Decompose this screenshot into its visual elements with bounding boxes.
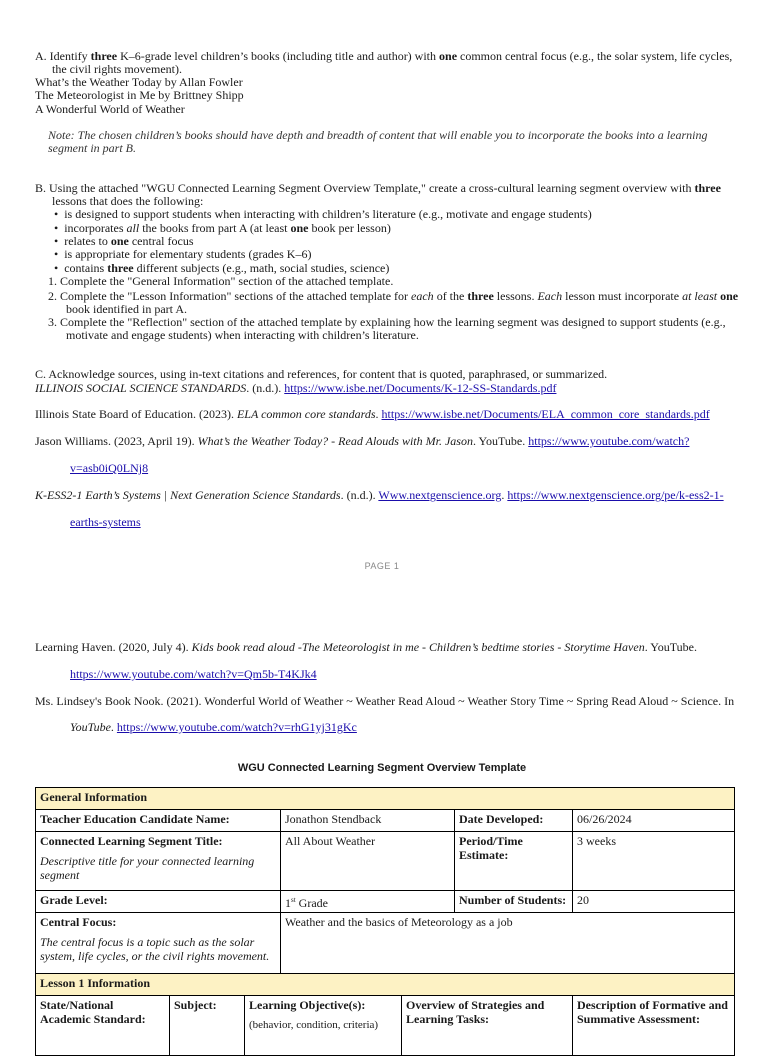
reference-item <box>35 434 689 448</box>
central-focus-cell <box>36 913 281 974</box>
segment-title-cell <box>36 832 281 891</box>
step-item <box>48 289 738 303</box>
text: is appropriate for elementary students (grades K–6) <box>64 247 312 261</box>
text: Illinois State Board of Education. (2023). <box>35 407 237 421</box>
step-item-cont: book identified in part A. <box>66 302 187 316</box>
text: common central focus (e.g., the solar system, life cycles, <box>457 49 733 63</box>
general-info-header: General Information <box>36 788 735 810</box>
note-line2: segment in part B. <box>48 141 136 155</box>
text: relates to <box>64 234 111 248</box>
italic-text: ELA common core standards <box>236 407 376 421</box>
section-a-line1 <box>35 49 732 63</box>
reference-link[interactable]: v=asb0iQ0LNj8 <box>70 461 149 475</box>
focus-label: Central Focus: <box>40 915 117 929</box>
focus-value: Weather and the basics of Meteorology as a job <box>281 913 735 974</box>
text: incorporates <box>64 221 127 235</box>
step-item-cont: motivate and engage students) when interacting with children’s literature. <box>66 328 419 342</box>
period-label: Period/Time Estimate: <box>455 832 573 891</box>
bold-text: three <box>467 289 494 303</box>
text: Jason Williams. (2023, April 19). <box>35 434 198 448</box>
text: . <box>110 720 117 734</box>
italic-text: K-ESS2-1 Earth’s Systems | Next Generation Science Standards <box>35 488 341 502</box>
italic-text: Kids book read aloud -The Meteorologist in me - Children’s bedtime stories - Storytime Haven <box>191 640 645 654</box>
students-label: Number of Students: <box>455 891 573 913</box>
italic-text: at least <box>682 289 718 303</box>
reference-item-cont <box>70 720 357 734</box>
candidate-value: Jonathon Stendback <box>281 810 455 832</box>
italic-text: Each <box>537 289 563 303</box>
italic-text: each <box>411 289 434 303</box>
candidate-label: Teacher Education Candidate Name: <box>36 810 281 832</box>
text: Learning Haven. (2020, July 4). <box>35 640 192 654</box>
text: lesson must incorporate <box>562 289 683 303</box>
reference-link[interactable]: https://www.isbe.net/Documents/ELA_common_core_standards.pdf <box>381 407 710 421</box>
reference-link[interactable]: https://www.youtube.com/watch? <box>528 434 690 448</box>
reference-link[interactable]: earths-systems <box>70 515 141 529</box>
italic-text: What’s the Weather Today? - Read Alouds with Mr. Jason <box>197 434 473 448</box>
step-item: 3. Complete the "Reflection" section of the attached template by explaining how the learning segment was designed to support students (e.g., <box>48 315 726 329</box>
reference-item <box>35 381 556 395</box>
bullet-icon: • <box>54 207 59 221</box>
section-b-intro <box>35 181 721 195</box>
text: the books from part A (at least <box>139 221 291 235</box>
reference-link-cont <box>70 667 317 681</box>
bullet-item <box>54 261 389 275</box>
grade-label: Grade Level: <box>36 891 281 913</box>
bold-text: three <box>90 49 118 63</box>
reference-item <box>35 407 710 421</box>
focus-description: The central focus is a topic such as the solar system, life cycles, or the civil rights movement. <box>40 935 270 963</box>
italic-text: all <box>126 221 140 235</box>
text: . (n.d.). <box>246 381 285 395</box>
students-value: 20 <box>573 891 735 913</box>
date-label: Date Developed: <box>455 810 573 832</box>
reference-item: Ms. Lindsey's Book Nook. (2021). Wonderful World of Weather ~ Weather Read Aloud ~ Weather Story Time ~ Spring Read Aloud ~ Science. In <box>35 694 735 708</box>
period-value: 3 weeks <box>573 832 735 891</box>
grade-word: Grade <box>295 896 328 910</box>
template-table <box>35 787 735 1056</box>
grade-value <box>281 891 455 913</box>
note-line1: Note: The chosen children’s books should have depth and breadth of content that will enable you to incorporate the books into a learning <box>48 128 708 142</box>
bullet-item <box>54 207 592 221</box>
text: central focus <box>128 234 194 248</box>
bullet-item <box>54 221 391 235</box>
reference-item <box>35 488 724 502</box>
bold-text: one <box>110 234 129 248</box>
text: contains <box>64 261 108 275</box>
section-a-line2: the civil rights movement). <box>52 62 182 76</box>
reference-link-cont <box>70 515 141 529</box>
text: 2. Complete the "Lesson Information" sections of the attached template for <box>48 289 412 303</box>
bold-text: one <box>720 289 739 303</box>
italic-text: YouTube <box>70 720 111 734</box>
bold-text: one <box>439 49 458 63</box>
book-title: What’s the Weather Today by Allan Fowler <box>35 75 243 89</box>
subject-column-header: Subject: <box>170 996 245 1056</box>
bullet-icon: • <box>54 234 59 248</box>
objective-label: Learning Objective(s): <box>249 998 366 1012</box>
text: . YouTube. <box>644 640 697 654</box>
text: . <box>501 488 508 502</box>
book-title: A Wonderful World of Weather <box>35 102 185 116</box>
text: is designed to support students when interacting with children’s literature (e.g., motivate and engage students) <box>64 207 592 221</box>
standard-column-header: State/National Academic Standard: <box>36 996 170 1056</box>
template-title: WGU Connected Learning Segment Overview Template <box>237 762 527 774</box>
reference-link[interactable]: https://www.nextgenscience.org/pe/k-ess2-1- <box>507 488 724 502</box>
text: A. Identify <box>35 49 91 63</box>
italic-text: ILLINOIS SOCIAL SCIENCE STANDARDS <box>35 381 247 395</box>
grade-number: 1 <box>285 896 291 910</box>
segment-value: All About Weather <box>281 832 455 891</box>
step-item: 1. Complete the "General Information" section of the attached template. <box>48 274 394 288</box>
text: lessons. <box>493 289 538 303</box>
text: different subjects (e.g., math, social studies, science) <box>133 261 390 275</box>
bullet-item <box>54 234 194 248</box>
text: . <box>375 407 382 421</box>
reference-link[interactable]: Www.nextgenscience.org <box>378 488 502 502</box>
date-value: 06/26/2024 <box>573 810 735 832</box>
segment-label: Connected Learning Segment Title: <box>40 834 223 848</box>
bold-text: three <box>107 261 134 275</box>
bold-text: one <box>290 221 309 235</box>
grade-ordinal: st <box>291 896 296 904</box>
reference-link[interactable]: https://www.youtube.com/watch?v=rhG1yj31gKc <box>116 720 357 734</box>
bold-text: three <box>694 181 721 195</box>
book-title: The Meteorologist in Me by Brittney Shipp <box>35 88 244 102</box>
text: . YouTube. <box>472 434 529 448</box>
lesson1-header: Lesson 1 Information <box>36 974 735 996</box>
bullet-icon: • <box>54 247 59 261</box>
text: K–6-grade level children’s books (including title and author) with <box>117 49 440 63</box>
assessment-column-header: Description of Formative and Summative Assessment: <box>573 996 735 1056</box>
section-b-intro2: lessons that does the following: <box>52 194 204 208</box>
text: B. Using the attached "WGU Connected Learning Segment Overview Template," create a cross-cultural learning segment overview with <box>35 181 695 195</box>
text: . (n.d.). <box>340 488 379 502</box>
reference-link[interactable]: https://www.youtube.com/watch?v=Qm5b-T4KJk4 <box>70 667 317 681</box>
objective-sub-label: (behavior, condition, criteria) <box>249 1019 379 1031</box>
bullet-item <box>54 247 311 261</box>
overview-column-header: Overview of Strategies and Learning Tasks: <box>402 996 573 1056</box>
section-c-intro: C. Acknowledge sources, using in-text citations and references, for content that is quoted, paraphrased, or summarized. <box>35 367 608 381</box>
bullet-icon: • <box>54 261 59 275</box>
reference-link[interactable]: https://www.isbe.net/Documents/K-12-SS-Standards.pdf <box>284 381 557 395</box>
reference-item <box>35 640 697 654</box>
text: book per lesson) <box>308 221 391 235</box>
bullet-icon: • <box>54 221 59 235</box>
page-number: PAGE 1 <box>364 561 400 571</box>
segment-description: Descriptive title for your connected learning segment <box>40 854 255 882</box>
text: of the <box>433 289 468 303</box>
reference-link-cont <box>70 461 148 475</box>
objective-column-header <box>245 996 402 1056</box>
